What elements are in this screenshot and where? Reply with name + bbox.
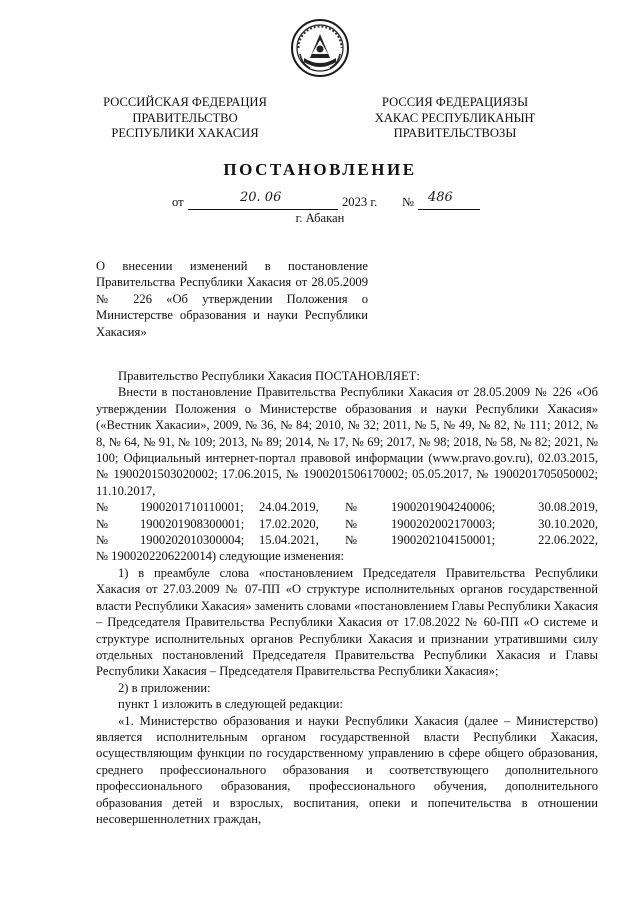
reg-cell: 30.08.2019, [538,500,598,515]
city-line: г. Абакан [295,211,345,225]
reg-cell: 22.06.2022, [538,533,598,548]
reg-cell: 1900201710110001; [140,500,244,515]
reg-cell: 1900202010300004; [140,533,245,548]
registration-row-3 [96,532,598,548]
header-right-line-3: ПРАВИТЕЛЬСТВОЗЫ [393,126,517,140]
coat-of-arms-emblem [290,18,350,78]
header-right-line-2: ХАКАС РЕСПУБЛИКАНЫҤ [374,110,536,125]
body-paragraph-5: пункт 1 изложить в следующей редакции: [118,697,343,712]
reg-cell: № [96,533,109,548]
reg-cell: 17.02.2020, [259,516,319,531]
body-paragraph-4: 2) в приложении: [118,680,211,695]
reg-cell: 15.04.2021, [259,533,319,548]
subject-block: О внесении изменений в постановление Правительства Республики Хакасия от 28.05.2009 № 226 «Об утверждении Положения о Министерстве образования и науки Республики Хакасия» [96,259,368,339]
reg-cell: 1900202104150001; [391,533,496,548]
header-left-line-1: РОССИЙСКАЯ ФЕДЕРАЦИЯ [103,95,267,109]
header-right-line-1: РОССИЯ ФЕДЕРАЦИЯЗЫ [381,95,529,109]
reg-cell: 1900202002170003; [391,516,496,531]
reg-cell: № [345,533,358,548]
number-sign: № [402,195,415,209]
date-prefix: от [172,195,184,209]
registration-row-2 [96,516,598,532]
reg-cell: № [96,500,109,515]
body-paragraph-6: «1. Министерство образования и науки Республики Хакасия (далее – Министерство) является исполнительным органом государственной власти Республики Хакасия, осуществляющим функции по государственному управлению в сфере общего образования, среднего профессионального образования и соответствующего дополнительного профессионального образования, профессионального обучения, дополнительного образования детей и взрослых, воспитания, опеки и попечительства в отношении несовершеннолетних граждан, [96,713,598,826]
reg-cell: 1900201908300001; [140,516,245,531]
header-left [85,95,285,142]
header-left-line-2: ПРАВИТЕЛЬСТВО [132,110,238,125]
reg-cell: № [345,516,358,531]
header-left-line-3: РЕСПУБЛИКИ ХАКАСИЯ [111,126,259,140]
body-paragraph-2-tail: № 1900202206220014) следующие изменения: [96,549,345,564]
number-handwritten: 486 [428,190,453,205]
date-handwritten: 20. 06 [240,190,282,205]
document-title: ПОСТАНОВЛЕНИЕ [223,160,417,179]
reg-cell: № [345,500,358,515]
body-paragraph-1: Правительство Республики Хакасия ПОСТАНОВЛЯЕТ: [118,369,420,383]
reg-cell: 1900201904240006; [391,500,496,515]
reg-cell: № [96,516,109,531]
body-paragraph-3: 1) в преамбуле слова «постановлением Председателя Правительства Республики Хакасия от 27.03.2009 № 07-ПП «О структуре исполнительных органов государственной власти Республики Хакасия» заменить словами «постановлением Главы Республики Хакасия – Председателя Правительства Республики Хакасия от 17.08.2022 № 60-ПП «О системе и структуре исполнительных органов Республики Хакасия и признании утратившими силу отдельных постановлений Председателя Правительства Республики Хакасия и Главы Республики Хакасия – Председателя Правительства Республики Хакасия»; [96,565,598,679]
registration-row-1 [96,499,598,515]
body-paragraph-2-intro: Внести в постановление Правительства Республики Хакасия от 28.05.2009 № 226 «Об утверждении Положения о Министерстве образования и науки Республики Хакасия» («Вестник Хакасии», 2009, № 36, № 84; 2010, № 32; 2011, № 5, № 49, № 82, № 111; 2012, № 8, № 64, № 91, № 109; 2013, № 89; 2014, № 17, № 69; 2017, № 98; 2018, № 58, № 82; 2021, № 100; Официальный интернет-портал правовой информации (www.pravo.gov.ru), 02.03.2015, № 1900201503020002; 17.06.2015, № 1900201506170002; 05.05.2017, № 1900201705050002; 11.10.2017, [96,385,598,498]
reg-cell: 24.04.2019, [259,500,319,515]
header-right [355,95,555,142]
date-year: 2023 г. [342,195,378,209]
reg-cell: 30.10.2020, [538,516,598,531]
document-body [96,368,598,827]
